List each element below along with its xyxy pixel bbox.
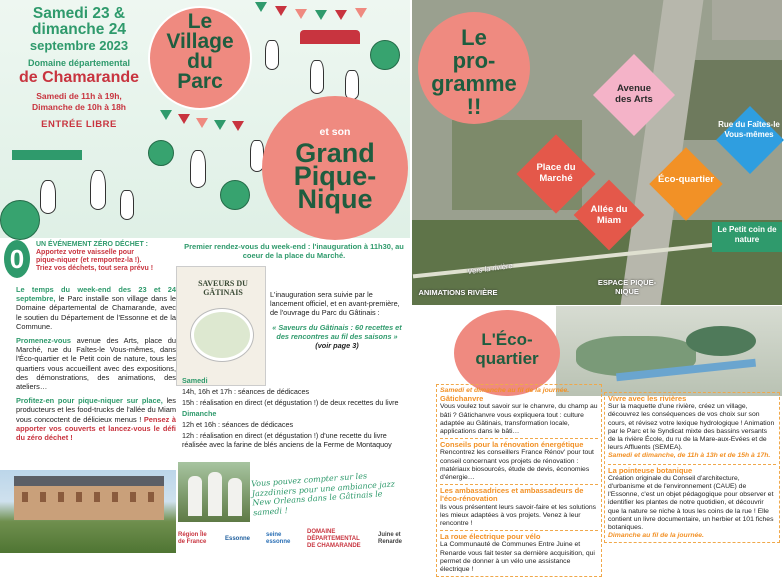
label-espace-pique-nique: ESPACE PIQUE-NIQUE <box>597 278 657 296</box>
saturday-item-1: 14h, 16h et 17h : séances de dédicaces <box>182 387 310 396</box>
zone-petit-coin-nature: Le Petit coin de nature <box>717 225 777 244</box>
logo-juine-renarde: Juine et Renarde <box>378 532 403 545</box>
title-nique: Nique <box>297 184 373 214</box>
intro-p3-bold: Profitez-en pour pique-niquer sur place, <box>16 396 163 406</box>
intro-p2: avenue des Arts, place du Marché, rue du Faîtes-le Vous-mêmes, dans l'Éco-quartier et le Petit coin de nature, tous les quartiers vous accueillent avec des expositions, des démonstrations, des animations, des ateliers… <box>16 336 176 392</box>
domain-line: Domaine départemental <box>27 58 131 68</box>
title-picnic-circle <box>262 96 408 240</box>
jazz-note: Vous pouvez compter sur les Jazzdiniers pour une ambiance jazz New Orleans dans le Gâtinais le samedi ! <box>250 471 396 517</box>
inauguration-description: L'inauguration sera suivie par le lancement officiel, et en avant-première, de l'ouvrage du Parc du Gâtinais : <box>270 290 400 317</box>
intro-text <box>16 285 176 447</box>
title-pique: Pique- <box>293 161 377 191</box>
intro-p3: les producteurs et les food-trucks de l'allée du Miam vous concoctent de délicieux menus ! <box>16 396 176 424</box>
gatichanvre-text: Vous voulez tout savoir sur le chanvre, du champ au bâti ? Gâtichanvre vous expliquera tout : culture adaptée au Gâtinais, transformation locale, applications dans le bâti… <box>440 403 598 436</box>
title-connector: et son <box>319 126 351 138</box>
zero-waste-line-3: Triez vos déchets, tout sera prévu ! <box>36 265 154 272</box>
intro-p1-bold: Le temps du week-end des 23 et 24 septembre, <box>16 285 176 304</box>
zero-badge: 0 <box>4 240 30 278</box>
programme-title-3: gramme <box>431 71 517 96</box>
zero-waste-line-1: Apportez votre vaisselle pour <box>36 249 135 256</box>
inauguration-text <box>270 290 404 350</box>
electric-wheel-heading: La roue électrique pour vélo <box>440 532 541 542</box>
date-line-3: septembre 2023 <box>29 38 129 53</box>
sunday-item-2: 12h : réalisation en direct (et dégustation !) d'une recette du livre réalisée avec la farine de blés anciens de la Ferme de Montaquoy <box>182 431 392 449</box>
date-line-2: dimanche 24 <box>32 21 126 38</box>
logo-seine-essonne: seine essonne <box>266 532 291 545</box>
castle-photo <box>0 470 176 553</box>
event-dates <box>8 6 150 130</box>
label-vers-la-riviere: Vers la rivière <box>466 260 514 277</box>
logo-essonne: Essonne <box>225 535 251 542</box>
programme-title-1: Le <box>461 25 487 50</box>
logo-chamarande: DOMAINE DÉPARTEMENTAL DE CHAMARANDE <box>307 528 361 549</box>
zero-waste-notice <box>36 241 174 273</box>
title-le: Le <box>187 10 213 33</box>
ambassadors-text: Ils vous présentent leurs savoir-faire et les solutions les mieux adaptées à vos projets. Venez à leur rencontre ! <box>440 503 597 528</box>
book-cover-title: SAVEURS DU GÂTINAIS <box>198 279 248 297</box>
eco-column-right <box>604 392 780 543</box>
ambassadors-heading: Les ambassadrices et ambassadeurs de l'éco-rénovation <box>440 486 584 504</box>
title-parc: Parc <box>177 70 223 93</box>
programme-title-4: !! <box>466 94 482 119</box>
rivers-heading: Vivre avec les rivières <box>608 394 687 403</box>
label-animations-riviere: ANIMATIONS RIVIÈRE <box>418 288 498 297</box>
saturday-label: Samedi <box>182 376 208 385</box>
eco-when: Samedi et dimanche au fil de la journée. <box>440 387 570 394</box>
eco-column-left <box>436 384 602 577</box>
zone-avenue-arts: Avenue des Arts <box>615 83 653 105</box>
sunday-item-1: 12h et 16h : séances de dédicaces <box>182 420 294 429</box>
hours-saturday: Samedi de 11h à 19h, <box>36 91 122 101</box>
book-quote: « Saveurs du Gâtinais : 60 recettes et des rencontres au fil des saisons » <box>272 323 402 341</box>
electric-wheel-text: La Communauté de Communes Entre Juine et Renarde vous fait tester sa dernière acquisition, qui permet de donner à un vélo une assistance électrique ! <box>440 541 595 574</box>
title-village: Village <box>166 30 234 53</box>
first-meeting: Premier rendez-vous du week-end : l'inauguration à 11h30, au coeur de la place du Marché. <box>184 242 404 260</box>
place-name: de Chamarande <box>18 69 140 86</box>
renovation-heading: Conseils pour la rénovation énergétique <box>440 440 584 450</box>
intro-p3-red: Pensez à apporter vos couverts et lancez-vous le défi du zéro déchet ! <box>16 414 177 443</box>
title-du: du <box>187 50 213 73</box>
rivers-text: Sur la maquette d'une rivière, créez un village, découvrez les conséquences de vos choix sur son cours, et révisez votre lexique hydrologique ! Animation par le Parc et le Syndicat mixte des bassins versants de la rivière École, du ru de la Mare-aux-Evées et de leurs Affluents (SEMEA). <box>608 403 775 452</box>
botanical-when: Dimanche au fil de la journée. <box>608 532 704 540</box>
title-grand: Grand <box>295 138 375 168</box>
eco-title-1: L'Éco- <box>481 330 533 349</box>
zone-allee-miam: Allée du Miam <box>590 204 628 226</box>
eco-title-2: quartier <box>475 349 539 368</box>
date-line-1: Samedi 23 & <box>32 5 126 22</box>
gatichanvre-heading: Gâtichanvre <box>440 394 484 404</box>
rivers-when: Samedi et dimanche, de 11h à 13h et de 15h à 17h. <box>608 452 771 460</box>
botanical-heading: La pointeuse botanique <box>608 465 693 475</box>
river-model-photo <box>556 306 782 396</box>
zone-place-marche: Place du Marché <box>536 162 576 184</box>
entry-free: ENTRÉE LIBRE <box>41 119 117 130</box>
intro-p1: le Parc installe son village dans le Domaine départemental de Chamarande, avec le soutien du Département de l'Essonne et de la Commune. <box>16 294 176 331</box>
logo-region: Région Île de France <box>178 532 207 545</box>
programme-title-2: pro- <box>452 48 496 73</box>
book-reference: (voir page 3) <box>315 341 359 350</box>
hours-sunday: Dimanche de 10h à 18h <box>31 102 126 112</box>
schedule <box>182 376 406 451</box>
botanical-text: Création originale du Conseil d'architecture, d'urbanisme et de l'environnement (CAUE) de l'Essonne, c'est un objet pédagogique pour observer et identifier les plantes de notre quotidien, et découvrir que la nature se niche à tous les coins de la rue ! Elle contient un livre documentaire, un herbier et 101 fiches botaniques. <box>608 474 774 532</box>
sunday-label: Dimanche <box>182 409 217 418</box>
partner-logos <box>178 525 412 553</box>
jazz-band-photo <box>178 462 250 522</box>
zero-waste-line-2: pique-niquer (et remportez-la !). <box>36 257 142 264</box>
programme-circle <box>418 12 530 124</box>
zone-rue-faites: Rue du Faîtes-le Vous-mêmes <box>718 120 780 139</box>
saturday-item-2: 15h : réalisation en direct (et dégustation !) de deux recettes du livre <box>182 398 399 407</box>
zone-eco-quartier: Éco-quartier <box>658 174 714 185</box>
renovation-text: Rencontrez les conseillers France Rénov' pour tout conseil concernant vos projets de rénovation : matériaux biosourcés, étude de devis, économies d'énergie… <box>440 449 594 482</box>
intro-p2-bold: Promenez-vous <box>16 336 72 346</box>
title-village-circle <box>148 6 252 110</box>
book-cover <box>176 266 266 386</box>
zero-waste-title: UN ÉVÉNEMENT ZÉRO DÉCHET : <box>36 241 149 248</box>
